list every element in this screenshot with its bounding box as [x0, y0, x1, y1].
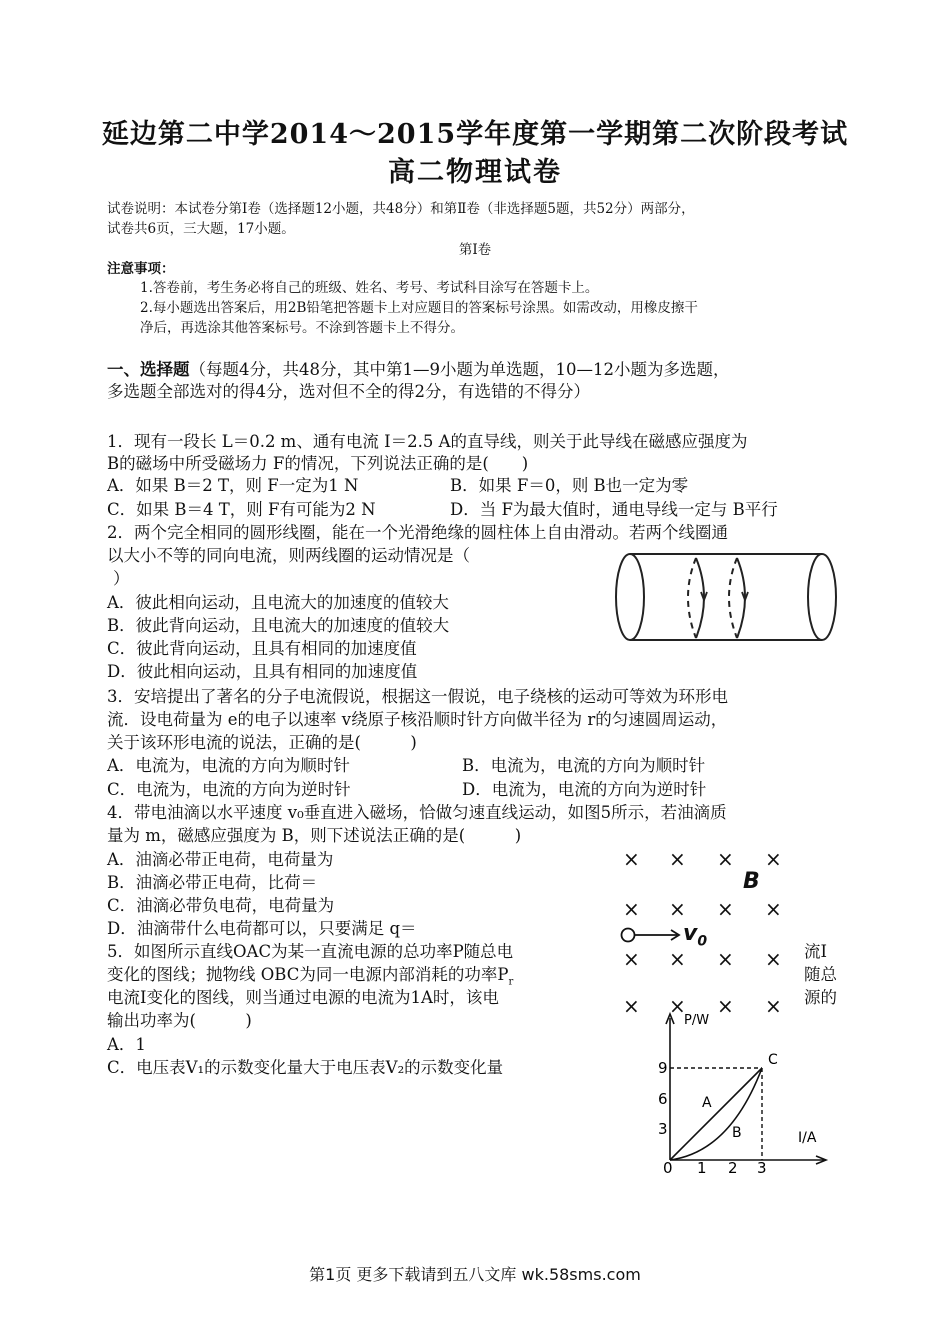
q1-line-2: B的磁场中所受磁场力 F的情况，下列说法正确的是( ) [107, 454, 529, 473]
note-2b: 净后，再选涂其他答案标号。不涂到答题卡上不得分。 [140, 320, 464, 336]
q2-option-c: C．彼此背向运动，且具有相同的加速度值 [107, 639, 417, 658]
field-cross-icon: × [765, 994, 782, 1018]
field-cross-icon: × [717, 947, 734, 971]
q4-line-1: 4．带电油滴以水平速度 v₀垂直进入磁场，恰做匀速直线运动，如图5所示，若油滴质 [107, 803, 727, 822]
velocity-subscript: 0 [697, 933, 708, 950]
x-tick: 1 [697, 1159, 707, 1175]
coil-1-back [688, 558, 696, 638]
label-b: B [732, 1125, 742, 1141]
q3-option-d: D．电流为，电流的方向为逆时针 [462, 780, 707, 799]
field-cross-icon: × [717, 994, 734, 1018]
q5-option-a: A．1 [107, 1035, 146, 1054]
q5-right-fragment-2: 随总 [804, 965, 837, 984]
oil-drop-velocity-arrow-icon [619, 923, 689, 947]
field-label-b: B [743, 869, 760, 894]
q4-option-a: A．油滴必带正电荷，电荷量为 [107, 850, 334, 869]
y-axis-label: P/W [684, 1013, 710, 1028]
field-cross-icon: × [765, 897, 782, 921]
q2-line-2: 以大小不等的同向电流，则两线圈的运动情况是（ [107, 546, 470, 565]
y-tick: 9 [658, 1059, 668, 1077]
label-a: A [702, 1095, 712, 1111]
x-axis-label: I/A [798, 1130, 817, 1146]
section-desc-2: 多选题全部选对的得4分，选对但不全的得2分，有选错的不得分） [107, 382, 590, 401]
q1-option-b: B．如果 F＝0，则 B也一定为零 [450, 476, 689, 495]
coil-2-back [729, 558, 737, 638]
q4-option-d: D．油滴带什么电荷都可以，只要满足 q＝ [107, 919, 417, 938]
part-label: 第Ⅰ卷 [458, 242, 492, 258]
field-cross-icon: × [669, 847, 686, 871]
q5-r-subscript: r [508, 976, 514, 988]
field-cross-icon: × [623, 847, 640, 871]
q5-line-1: 5．如图所示直线OAC为某一直流电源的总功率P随总电 [107, 942, 514, 961]
line-oac [670, 1068, 762, 1160]
q5-line-2-text: 变化的图线；抛物线 OBC为同一电源内部消耗的功率P [107, 965, 509, 984]
q2-option-d: D．彼此相向运动，且具有相同的加速度值 [107, 662, 418, 681]
x-tick: 3 [757, 1159, 767, 1175]
note-1: 1.答卷前，考生务必将自己的班级、姓名、考号、考试科目涂写在答题卡上。 [140, 280, 599, 296]
note-2a: 2.每小题选出答案后，用2B铅笔把答题卡上对应题目的答案标号涂黑。如需改动，用橡皮擦干 [140, 300, 698, 316]
page-subtitle: 高二物理试卷 [388, 157, 562, 188]
q3-line-1: 3．安培提出了著名的分子电流假说，根据这一假说，电子绕核的运动可等效为环形电 [107, 687, 728, 706]
section-heading: 一、选择题 [107, 360, 190, 379]
field-cross-icon: × [669, 947, 686, 971]
field-cross-icon: × [765, 947, 782, 971]
cylinder-right-end [808, 554, 836, 640]
q3-option-a: A．电流为，电流的方向为顺时针 [107, 756, 350, 775]
y-tick: 3 [658, 1120, 668, 1138]
q3-option-b: B．电流为，电流的方向为顺时针 [462, 756, 706, 775]
cylinder-left-end [616, 554, 644, 640]
origin-label: 0 [663, 1159, 673, 1175]
magnetic-field-figure [615, 845, 795, 1018]
q2-line-3: ） [113, 569, 130, 588]
field-cross-icon: × [717, 897, 734, 921]
label-c: C [768, 1052, 778, 1068]
cylinder-coils-figure [612, 550, 844, 650]
q5-right-fragment-1: 流Ⅰ [804, 942, 828, 961]
q4-option-c: C．油滴必带负电荷，电荷量为 [107, 896, 335, 915]
q5-line-3: 电流I变化的图线，则当通过电源的电流为1A时，该电 [107, 988, 499, 1007]
instructions-line-2: 试卷共6页，三大题，17小题。 [107, 221, 295, 237]
notes-title: 注意事项： [107, 261, 175, 277]
q1-option-d: D．当 F为最大值时，通电导线一定与 B平行 [450, 500, 778, 519]
q3-line-3: 关于该环形电流的说法，正确的是( ) [107, 733, 417, 752]
field-cross-icon: × [623, 947, 640, 971]
page-footer: 第1页 更多下载请到五八文库 wk.58sms.com [309, 1265, 641, 1284]
q5-line-4: 输出功率为( ) [107, 1011, 252, 1030]
q2-option-a: A．彼此相向运动，且电流大的加速度的值较大 [107, 593, 449, 612]
q3-option-c: C．电流为，电流的方向为逆时针 [107, 780, 351, 799]
field-cross-icon: × [717, 847, 734, 871]
field-cross-icon: × [669, 994, 686, 1018]
q3-line-2: 流．设电荷量为 e的电子以速率 v绕原子核沿顺时针方向做半径为 r的匀速圆周运动， [107, 710, 728, 729]
page-title: 延边第二中学2014～2015学年度第一学期第二次阶段考试 [101, 119, 849, 150]
q5-option-c: C．电压表V₁的示数变化量大于电压表V₂的示数变化量 [107, 1058, 504, 1077]
field-cross-icon: × [669, 897, 686, 921]
q4-option-b: B．油滴必带正电荷，比荷＝ [107, 873, 318, 892]
q4-line-2: 量为 m，磁感应强度为 B，则下述说法正确的是( ) [107, 826, 522, 845]
instructions-line-1: 试卷说明：本试卷分第Ⅰ卷（选择题12小题，共48分）和第Ⅱ卷（非选择题5题，共52分）两部分， [107, 201, 695, 217]
section-heading-line [107, 356, 729, 380]
section-desc-1: （每题4分，共48分，其中第1—9小题为单选题，10—12小题为多选题， [189, 360, 730, 379]
q2-line-1: 2．两个完全相同的圆形线圈，能在一个光滑绝缘的圆柱体上自由滑动。若两个线圈通 [107, 523, 728, 542]
q1-option-a: A．如果 B＝2 T，则 F一定为1 N [107, 476, 359, 495]
q1-option-c: C．如果 B＝4 T，则 F有可能为2 N [107, 500, 376, 519]
field-cross-icon: × [765, 847, 782, 871]
field-cross-icon: × [623, 994, 640, 1018]
q5-right-fragment-3: 源的 [804, 988, 837, 1007]
x-tick: 2 [728, 1159, 738, 1175]
field-cross-icon: × [623, 897, 640, 921]
velocity-symbol: v [683, 921, 698, 946]
y-tick: 6 [658, 1090, 668, 1108]
velocity-label [683, 921, 707, 949]
power-current-graph [650, 1010, 835, 1175]
q2-option-b: B．彼此背向运动，且电流大的加速度的值较大 [107, 616, 450, 635]
q1-line-1: 1．现有一段长 L＝0.2 m、通有电流 I＝2.5 A的直导线，则关于此导线在磁感应强度为 [107, 432, 748, 451]
